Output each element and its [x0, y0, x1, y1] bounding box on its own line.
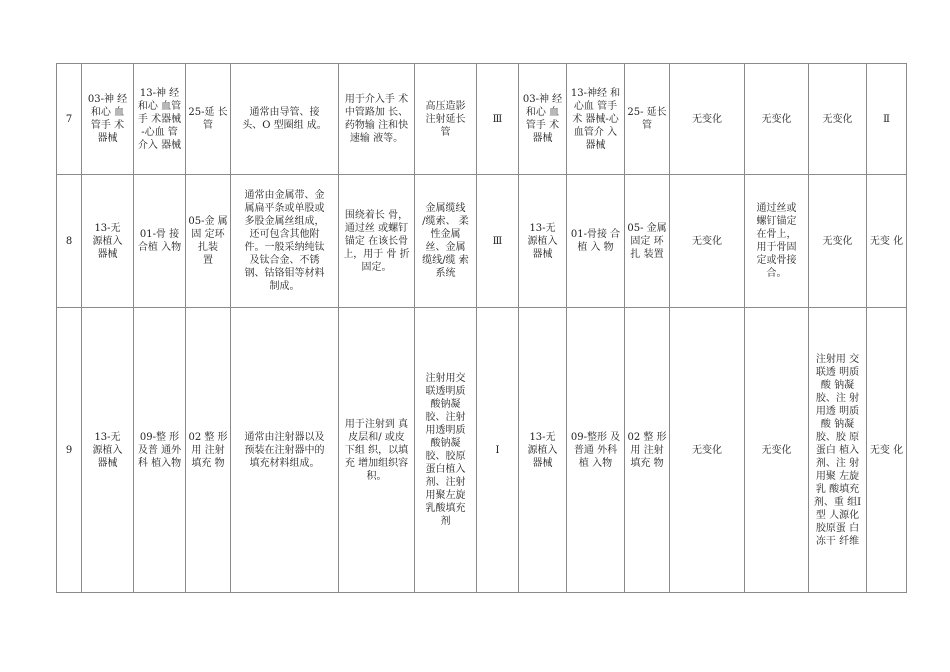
category-cell: 03-神 经 和心 血 管手 术 器械 [82, 64, 134, 175]
change-description-cell: 无变化 [670, 175, 745, 308]
category-cell: 13-无 源植入 器械 [82, 175, 134, 308]
new-subcategory-cell: 01-骨接 合 植 入 物 [567, 175, 625, 308]
intended-use-cell: 用于介入手 术 中管路加 长、 药物输 注和快 速输 液等。 [339, 64, 415, 175]
management-class-cell: Ⅲ [477, 175, 519, 308]
change-example-cell: 无变化 [809, 175, 867, 308]
new-class-cell: 无变 化 [867, 175, 907, 308]
change-use-cell: 无变化 [745, 64, 809, 175]
example-cell: 注射用交 联透明质 酸钠凝 胶、注射 用透明质 酸钠凝 胶、胶原 蛋白植入 剂、注射 用聚左旋 乳酸填充 剂 [415, 308, 477, 593]
change-description-cell: 无变化 [670, 64, 745, 175]
subcategory-cell: 13-神 经 和心 血管 手 术器械 -心血 管 介入 器械 [134, 64, 186, 175]
description-cell: 通常由注射器以及 预装在注射器中的 填充材料组成。 [231, 308, 339, 593]
product-name-cell: 02 整 形 用 注射 填充 物 [186, 308, 231, 593]
new-category-cell: 13-无 源植入 器械 [519, 175, 567, 308]
management-class-cell: Ⅰ [477, 308, 519, 593]
change-example-cell: 无变化 [809, 64, 867, 175]
subcategory-cell: 01-骨 接 合植 入物 [134, 175, 186, 308]
category-cell: 13-无 源植入 器械 [82, 308, 134, 593]
management-class-cell: Ⅲ [477, 64, 519, 175]
new-product-name-cell: 02 整 形 用 注射 填充 物 [625, 308, 670, 593]
row-number: 7 [57, 64, 82, 175]
description-cell: 通常由金属带、金 属扁平条或单股或 多股金属丝组成， 还可包含其他附 件。一般采纳纯钛 及钛合金、不锈 钢、钴铬钼等材料 制成。 [231, 175, 339, 308]
subcategory-cell: 09-整 形 及普 通外 科 植入物 [134, 308, 186, 593]
intended-use-cell: 围绕着长 骨， 通过丝 或螺钉 锚定 在该长骨 上，用于 骨 折 固定。 [339, 175, 415, 308]
new-category-cell: 13-无 源植入 器械 [519, 308, 567, 593]
table-row [57, 175, 907, 308]
change-description-cell: 无变化 [670, 308, 745, 593]
classification-table [56, 63, 907, 593]
new-category-cell: 03-神 经 和心 血 管手 术 器械 [519, 64, 567, 175]
product-name-cell: 25-延 长 管 [186, 64, 231, 175]
new-product-name-cell: 05- 金属 固定 环 扎 装置 [625, 175, 670, 308]
new-class-cell: Ⅱ [867, 64, 907, 175]
change-use-cell: 无变化 [745, 308, 809, 593]
table-row [57, 64, 907, 175]
row-number: 9 [57, 308, 82, 593]
table-row [57, 308, 907, 593]
example-cell: 金属缆线 /缆索、 柔 性金属 丝、金属 缆线/缆 索 系统 [415, 175, 477, 308]
new-subcategory-cell: 09-整形 及 普通 外科 植 入物 [567, 308, 625, 593]
change-example-cell: 注射用 交 联透 明质 酸 钠凝 胶、注 射 用透 明质 酸 钠凝 胶、胶 原 蛋白 植入 剂、注 射 用聚 左旋 乳 酸填充 剂、重 组Ⅰ 型 人源化 胶原蛋 白 冻干 纤维 [809, 308, 867, 593]
new-class-cell: 无变 化 [867, 308, 907, 593]
intended-use-cell: 用于注射到 真 皮层和/ 或皮 下组 织，以填 充 增加组织容 积。 [339, 308, 415, 593]
example-cell: 高压造影 注射延长 管 [415, 64, 477, 175]
change-use-cell: 通过丝或 螺钉锚定 在骨上， 用于骨固 定或骨接 合。 [745, 175, 809, 308]
description-cell: 通常由导管、接 头、O 型圈组 成。 [231, 64, 339, 175]
new-product-name-cell: 25- 延长 管 [625, 64, 670, 175]
product-name-cell: 05-金 属 固 定环 扎装 置 [186, 175, 231, 308]
row-number: 8 [57, 175, 82, 308]
new-subcategory-cell: 13-神经 和 心血 管手 术 器械-心 血管介 入 器械 [567, 64, 625, 175]
